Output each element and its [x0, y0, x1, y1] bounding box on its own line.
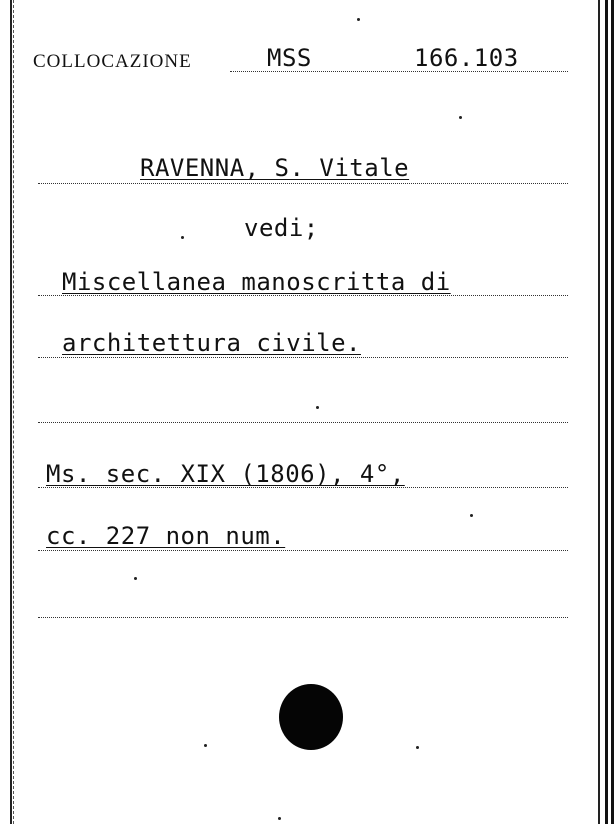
description-line-1: Ms. sec. XIX (1806), 4°,: [46, 460, 405, 488]
speck: [416, 746, 419, 749]
empty-dotted-line-1: [38, 422, 568, 423]
card-left-edge: [10, 0, 14, 824]
collocazione-label: COLLOCAZIONE: [33, 51, 192, 72]
title-line-2: architettura civile.: [62, 329, 361, 357]
card-right-edge: [598, 0, 608, 824]
speck: [357, 18, 360, 21]
speck: [316, 406, 319, 409]
heading-dotted-line: [38, 183, 568, 184]
description-line-2: cc. 227 non num.: [46, 522, 286, 550]
speck: [181, 236, 184, 239]
collocazione-fondo: MSS: [267, 44, 312, 72]
vedi-reference: vedi;: [244, 214, 319, 242]
punch-hole: [279, 684, 343, 750]
title-dotted-line-2: [38, 357, 568, 358]
empty-dotted-line-2: [38, 617, 568, 618]
speck: [470, 514, 473, 517]
speck: [278, 817, 281, 820]
speck: [459, 116, 462, 119]
card-right-border: [611, 0, 614, 824]
description-dotted-line-2: [38, 550, 568, 551]
collocazione-numero: 166.103: [414, 44, 519, 72]
title-line-1: Miscellanea manoscritta di: [62, 268, 451, 296]
speck: [134, 577, 137, 580]
heading-entry: RAVENNA, S. Vitale: [140, 154, 410, 182]
speck: [204, 744, 207, 747]
